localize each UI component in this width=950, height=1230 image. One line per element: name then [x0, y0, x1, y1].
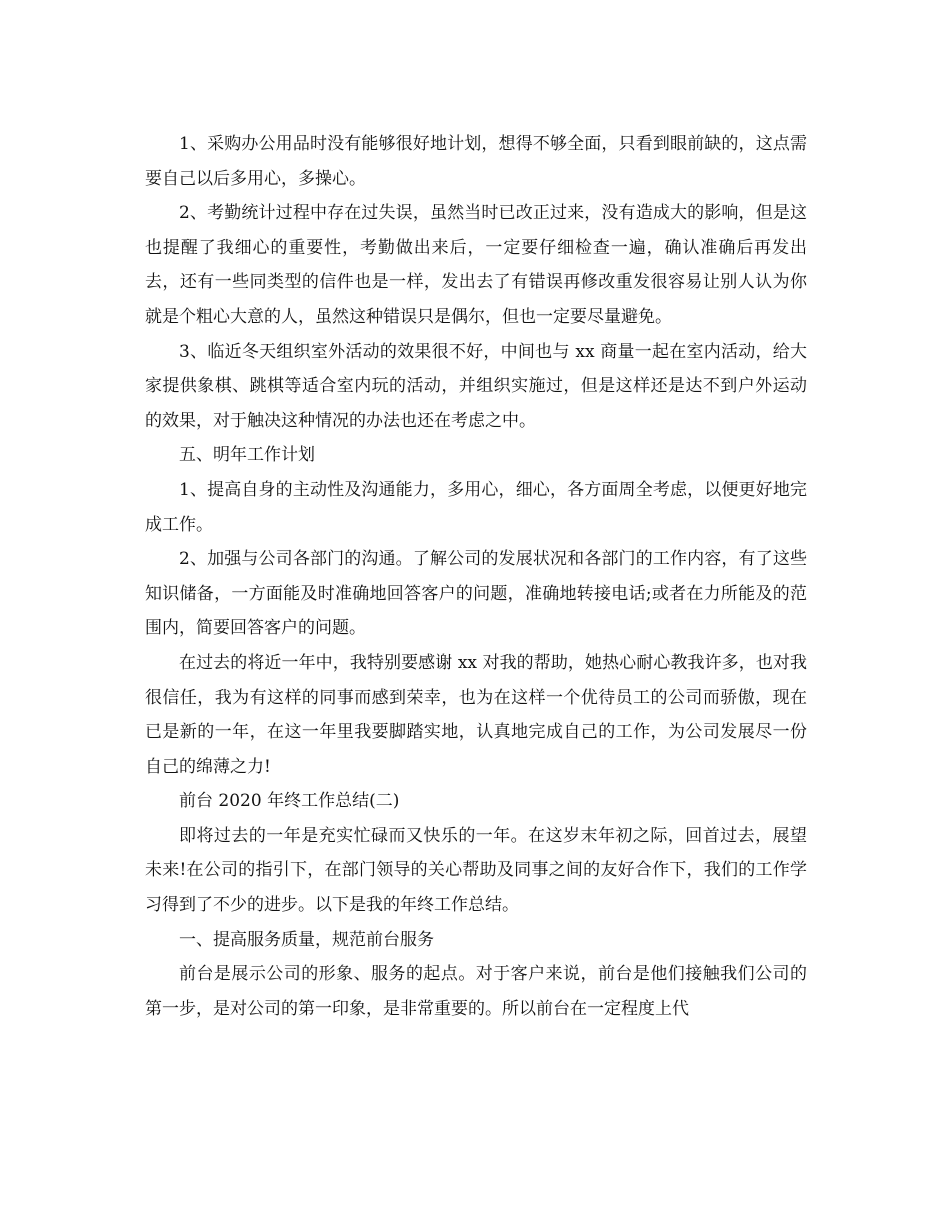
paragraph-2: 2、考勤统计过程中存在过失误，虽然当时已改正过来，没有造成大的影响，但是这也提醒了我细心的重要性，考勤做出来后，一定要仔细检查一遍，确认准确后再发出去，还有一些同类型的信件也是一样，发出去了有错误再修改重发很容易让别人认为你就是个粗心大意的人，虽然这种错误只是偶尔，但也一定要尽量避免。: [145, 203, 807, 327]
paragraph-1: 1、采购办公用品时没有能够很好地计划，想得不够全面，只看到眼前缺的，这点需要自己以后多用心，多操心。: [145, 134, 807, 189]
section-heading-service: 一、提高服务质量，规范前台服务: [179, 929, 434, 950]
section-heading-plan: 五、明年工作计划: [179, 445, 315, 466]
section-title-summary-2: 前台 2020 年终工作总结(二): [179, 791, 400, 812]
paragraph-service: 前台是展示公司的形象、服务的起点。对于客户来说，前台是他们接触我们公司的第一步，是对公司的第一印象，是非常重要的。所以前台在一定程度上代: [145, 964, 807, 1019]
paragraph-3: 3、临近冬天组织室外活动的效果很不好，中间也与 xx 商量一起在室内活动，给大家提供象棋、跳棋等适合室内玩的活动，并组织实施过，但是这样还是达不到户外运动的效果，对于触决这种情况的办法也还在考虑之中。: [145, 341, 807, 431]
document-body: [145, 127, 807, 1026]
paragraph-plan-1: 1、提高自身的主动性及沟通能力，多用心，细心，各方面周全考虑，以便更好地完成工作。: [145, 479, 807, 535]
paragraph-plan-2: 2、加强与公司各部门的沟通。了解公司的发展状况和各部门的工作内容，有了这些知识储备，一方面能及时准确地回答客户的问题，准确地转接电话;或者在力所能及的范围内，简要回答客户的问题。: [145, 549, 807, 639]
paragraph-intro: 即将过去的一年是充实忙碌而又快乐的一年。在这岁末年初之际，回首过去，展望未来!在公司的指引下，在部门领导的关心帮助及同事之间的友好合作下，我们的工作学习得到了不少的进步。以下是我的年终工作总结。: [145, 825, 807, 916]
paragraph-thanks: 在过去的将近一年中，我特别要感谢 xx 对我的帮助，她热心耐心教我许多，也对我很信任，我为有这样的同事而感到荣幸，也为在这样一个优待员工的公司而骄傲，现在已是新的一年，在这一年里我要脚踏实地，认真地完成自己的工作，为公司发展尽一份自己的绵薄之力!: [145, 652, 807, 777]
